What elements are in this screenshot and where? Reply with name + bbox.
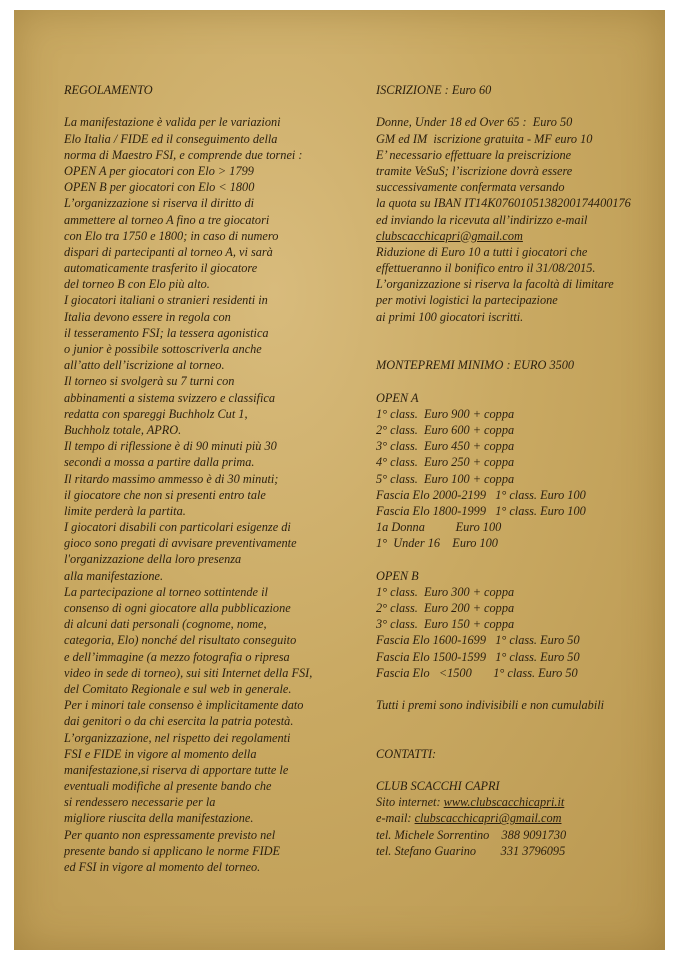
iscrizione-line: Donne, Under 18 ed Over 65 : Euro 50 [376,115,573,130]
iscrizione-line: successivamente confermata versando [376,180,565,195]
open-b-prize-line: 3° class. Euro 150 + coppa [376,617,515,632]
regolamento-line: I giocatori italiani o stranieri residenti in [64,293,268,308]
open-a-prize-line: 1° Under 16 Euro 100 [376,536,498,551]
iscrizione-line: ed inviando la ricevuta all’indirizzo e-mail [376,212,588,227]
regolamento-line: all’atto dell’iscrizione al torneo. [64,358,225,373]
iscrizione-line: E’ necessario effettuare la preiscrizione [376,147,572,162]
regolamento-line: il tesseramento FSI; la tessera agonistica [64,325,269,340]
regolamento-line: Per quanto non espressamente previsto nel [64,827,276,842]
regolamento-line: Buchholz totale, APRO. [64,422,182,437]
regolamento-line: Il ritardo massimo ammesso è di 30 minuti; [64,471,279,486]
regolamento-line: abbinamenti a sistema svizzero e classifica [64,390,275,405]
regolamento-line: eventuali modifiche al presente bando che [64,779,272,794]
site-row [376,794,661,810]
open-a-prize-line: 1a Donna Euro 100 [376,520,502,535]
regolamento-line: Per i minori tale consenso è implicitamente dato [64,698,304,713]
site-link[interactable]: www.clubscacchicapri.it [443,795,565,810]
regolamento-column [64,82,354,875]
regolamento-line: gioco sono pregati di avvisare preventivamente [64,536,297,551]
regolamento-line: OPEN A per giocatori con Elo > 1799 [64,163,254,178]
open-b-prize-line: Fascia Elo 1600-1699 1° class. Euro 50 [376,633,580,648]
email-link[interactable]: clubscacchicapri@gmail.com [414,811,562,826]
regolamento-line: del torneo B con Elo più alto. [64,277,210,292]
open-a-prize-line: 2° class. Euro 600 + coppa [376,422,515,437]
regolamento-line: FSI e FIDE in vigore al momento della [64,746,257,761]
open-a-title: OPEN A [376,390,419,405]
phone-2: tel. Stefano Guarino 331 3796095 [376,843,566,858]
regolamento-line: o junior è possibile sottoscriverla anche [64,342,262,356]
phone-1: tel. Michele Sorrentino 388 9091730 [376,827,567,842]
iscrizione-text [376,114,661,227]
regolamento-title: REGOLAMENTO [64,83,153,97]
regolamento-line: L’organizzazione si riserva il diritto di [64,196,255,211]
open-b-prize-line: 1° class. Euro 300 + coppa [376,584,515,599]
regolamento-line: migliore riuscita della manifestazione. [64,811,254,826]
iscrizione-column [376,82,661,859]
iscrizione-line: L’organizzazione si riserva la facoltà di limitare [376,277,614,292]
regolamento-line: consenso di ogni giocatore alla pubblicazione [64,601,291,615]
regolamento-line: e dell’immagine (a mezzo fotografia o ripresa [64,649,290,664]
regolamento-line: norma di Maestro FSI, e comprende due tornei : [64,147,303,162]
open-a-prizes [376,406,661,552]
iscrizione-line: per motivi logistici la partecipazione [376,293,558,308]
open-a-prize-line: 3° class. Euro 450 + coppa [376,439,515,454]
montepremi-title: MONTEPREMI MINIMO : EURO 3500 [376,358,575,373]
open-b-title: OPEN B [376,568,419,583]
site-label: Sito internet: [376,795,444,810]
open-a-prize-line: 5° class. Euro 100 + coppa [376,471,515,486]
regolamento-line: si rendessero necessarie per la [64,795,216,810]
iscrizione-email-link[interactable]: clubscacchicapri@gmail.com [376,228,523,243]
regolamento-line: alla manifestazione. [64,568,164,583]
regolamento-line: Elo Italia / FIDE ed il conseguimento della [64,131,278,146]
email-label: e-mail: [376,811,415,826]
regolamento-text [64,114,354,875]
open-a-prize-line: 1° class. Euro 900 + coppa [376,406,515,421]
regolamento-line: l'organizzazione della loro presenza [64,552,242,567]
regolamento-line: categoria, Elo) nonché del risultato conseguito [64,633,297,648]
regolamento-line: secondi a mossa a partire dalla prima. [64,455,255,470]
iscrizione-text-2 [376,244,661,325]
open-b-prize-line: Fascia Elo <1500 1° class. Euro 50 [376,665,578,680]
iscrizione-line: la quota su IBAN IT14K0760105138200174400176 [376,196,631,211]
iscrizione-line: GM ed IM iscrizione gratuita - MF euro 10 [376,131,593,146]
regolamento-line: OPEN B per giocatori con Elo < 1800 [64,180,255,195]
iscrizione-line: Riduzione di Euro 10 a tutti i giocatori che [376,244,588,259]
regolamento-line: limite perderà la partita. [64,503,186,518]
email-row [376,810,661,826]
open-a-prize-line: 4° class. Euro 250 + coppa [376,455,515,470]
regolamento-line: il giocatore che non si presenti entro tale [64,487,266,502]
regolamento-line: Il torneo si svolgerà su 7 turni con [64,374,235,389]
flyer-sheet [14,10,665,950]
regolamento-line: ed FSI in vigore al momento del torneo. [64,860,261,874]
regolamento-line: dai genitori o da chi esercita la patria potestà. [64,714,294,729]
regolamento-line: video in sede di torneo), sui siti Internet della FSI, [64,665,313,680]
open-b-prize-line: 2° class. Euro 200 + coppa [376,601,515,615]
regolamento-line: Italia devono essere in regola con [64,309,231,324]
premi-note: Tutti i premi sono indivisibili e non cumulabili [376,698,605,713]
regolamento-line: del Comitato Regionale e sul web in generale. [64,681,292,696]
regolamento-line: ammettere al torneo A fino a tre giocatori [64,212,270,227]
regolamento-line: Il tempo di riflessione è di 90 minuti più 30 [64,439,277,454]
open-a-prize-line: Fascia Elo 2000-2199 1° class. Euro 100 [376,487,586,502]
regolamento-line: dispari di partecipanti al torneo A, vi sarà [64,244,273,259]
iscrizione-line: ai primi 100 giocatori iscritti. [376,309,524,324]
regolamento-line: manifestazione,si riserva di apportare tutte le [64,762,289,777]
regolamento-line: La partecipazione al torneo sottintende il [64,584,268,599]
iscrizione-line: effettueranno il bonifico entro il 31/08/2015. [376,261,596,276]
contatti-title: CONTATTI: [376,746,437,761]
iscrizione-line: tramite VeSuS; l’iscrizione dovrà essere [376,163,573,178]
open-b-prizes [376,584,661,681]
regolamento-line: automaticamente trasferito il giocatore [64,261,258,276]
regolamento-line: La manifestazione è valida per le variazioni [64,115,281,130]
regolamento-line: con Elo tra 1750 e 1800; in caso di numero [64,228,279,243]
club-name: CLUB SCACCHI CAPRI [376,779,500,794]
iscrizione-title: ISCRIZIONE : Euro 60 [376,83,492,97]
open-a-prize-line: Fascia Elo 1800-1999 1° class. Euro 100 [376,503,586,518]
open-b-prize-line: Fascia Elo 1500-1599 1° class. Euro 50 [376,649,580,664]
regolamento-line: redatta con spareggi Buchholz Cut 1, [64,406,248,421]
regolamento-line: presente bando si applicano le norme FIDE [64,843,281,858]
regolamento-line: I giocatori disabili con particolari esigenze di [64,520,291,535]
regolamento-line: L’organizzazione, nel rispetto dei regolamenti [64,730,291,745]
regolamento-line: di alcuni dati personali (cognome, nome, [64,617,267,632]
